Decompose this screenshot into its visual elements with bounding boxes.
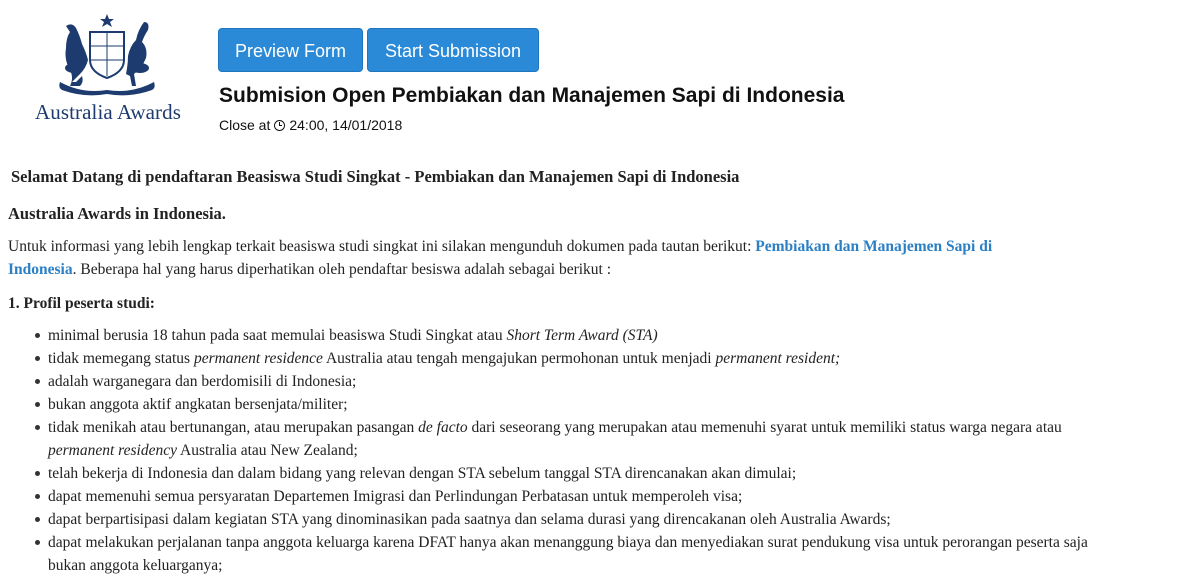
list-item xyxy=(48,485,1108,508)
item-text: dari seseorang yang merupakan atau memenuhi syarat untuk memiliki status warga negara atau xyxy=(467,419,1062,436)
item-text: telah bekerja di Indonesia dan dalam bidang yang relevan dengan STA sebelum tanggal STA direncanakan akan dimulai; xyxy=(48,465,797,482)
welcome-heading: Selamat Datang di pendaftaran Beasiswa Studi Singkat - Pembiakan dan Manajemen Sapi di Indonesia xyxy=(11,167,740,186)
list-item xyxy=(48,462,1108,485)
item-text: adalah warganegara dan berdomisili di Indonesia; xyxy=(48,373,357,390)
item-italic: permanent resident; xyxy=(715,350,841,367)
list-item xyxy=(48,393,1108,416)
item-text: dapat berpartisipasi dalam kegiatan STA yang dinominasikan pada saatnya dan selama durasi yang direncakanan oleh Australia Awards; xyxy=(48,511,891,528)
item-italic: permanent residence xyxy=(193,350,323,367)
intro-text-before: Untuk informasi yang lebih lengkap terkait beasiswa studi singkat ini silakan mengunduh dokumen pada tautan berikut: xyxy=(8,238,756,255)
list-item xyxy=(48,324,1108,347)
intro-paragraph xyxy=(8,235,1058,281)
clock-icon xyxy=(274,120,285,131)
coat-of-arms-icon xyxy=(52,12,162,96)
main-content xyxy=(8,160,1188,577)
item-text: tidak memegang status xyxy=(48,350,194,367)
list-item xyxy=(48,370,1108,393)
document-link[interactable]: Pembiakan dan Manajemen Sapi di Indonesia xyxy=(8,238,993,278)
start-submission-button[interactable]: Start Submission xyxy=(367,28,539,72)
page-header xyxy=(0,0,1201,150)
intro-text-after: . Beberapa hal yang harus diperhatikan oleh pendaftar besiswa adalah sebagai berikut : xyxy=(72,261,612,278)
item-text: Australia atau tengah mengajukan permohonan untuk menjadi xyxy=(322,350,716,367)
logo-text: Australia Awards xyxy=(34,100,182,124)
item-text: tidak menikah atau bertunangan, atau merupakan pasangan xyxy=(48,419,419,436)
preview-form-button[interactable]: Preview Form xyxy=(218,28,363,72)
list-item xyxy=(48,416,1108,462)
item-italic: Short Term Award (STA) xyxy=(506,327,658,344)
item-text: dapat melakukan perjalanan tanpa anggota keluarga karena DFAT hanya akan menanggung biaya dan menyediakan surat pendukung visa untuk perorangan peserta saja bukan anggota keluarganya; xyxy=(48,534,1088,574)
list-item xyxy=(48,347,1108,370)
item-text: dapat memenuhi semua persyaratan Departemen Imigrasi dan Perlindungan Perbatasan untuk memperoleh visa; xyxy=(48,488,743,505)
item-text: minimal berusia 18 tahun pada saat memulai beasiswa Studi Singkat atau xyxy=(48,327,507,344)
list-item xyxy=(48,508,1108,531)
page-title: Submision Open Pembiakan dan Manajemen Sapi di Indonesia xyxy=(219,84,845,107)
section-title: 1. Profil peserta studi: xyxy=(8,295,155,312)
list-item xyxy=(48,531,1108,577)
item-text: bukan anggota aktif angkatan bersenjata/militer; xyxy=(48,396,348,413)
subheading: Australia Awards in Indonesia. xyxy=(8,204,226,223)
item-italic: de facto xyxy=(418,419,468,436)
close-time: 24:00, 14/01/2018 xyxy=(289,117,403,133)
australia-awards-logo[interactable] xyxy=(22,12,194,127)
item-italic: permanent residency xyxy=(48,442,177,459)
deadline-info xyxy=(219,117,402,133)
item-text: Australia atau New Zealand; xyxy=(176,442,358,459)
close-prefix: Close at xyxy=(219,117,271,133)
requirements-list xyxy=(8,324,1108,577)
